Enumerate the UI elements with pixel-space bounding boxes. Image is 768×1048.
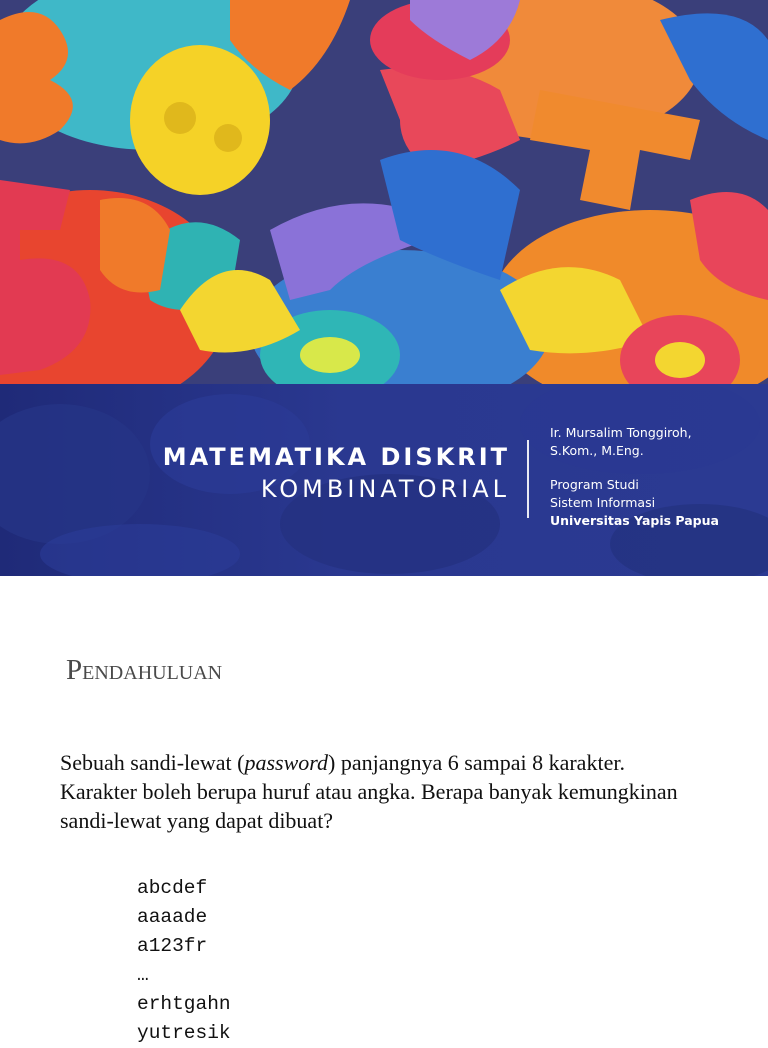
paragraph-text-end: ) panjangnya 6 sampai 8 karakter. Karakter boleh berupa huruf atau angka. Berapa banyak kemungkinan sandi-lewat yang dapat dibuat? — [60, 750, 678, 833]
password-example: yutresik — [137, 1022, 231, 1044]
password-example: a123fr — [137, 935, 208, 957]
heading-rest: endahuluan — [82, 654, 223, 686]
author-info — [550, 424, 760, 530]
title-block — [163, 442, 510, 504]
question-paragraph — [60, 748, 700, 835]
university-name: Universitas Yapis Papua — [550, 513, 719, 528]
program-name: Sistem Informasi — [550, 495, 656, 510]
paragraph-italic-term: password — [244, 750, 329, 775]
paragraph-text-start: Sebuah sandi-lewat ( — [60, 750, 245, 775]
slide-title: MATEMATIKA DISKRIT — [162, 443, 510, 471]
password-example-ellipsis: … — [137, 964, 149, 986]
program-label: Program Studi — [550, 477, 639, 492]
foam-letters-photo — [0, 0, 768, 384]
section-heading — [66, 652, 222, 688]
title-band — [0, 384, 768, 576]
password-example: abcdef — [137, 877, 208, 899]
password-example: aaaade — [137, 906, 208, 928]
password-examples — [137, 874, 231, 1048]
heading-initial: P — [66, 654, 83, 686]
password-example: erhtgahn — [137, 993, 231, 1015]
foam-letters-illustration — [0, 0, 768, 384]
content-slide — [0, 576, 768, 1044]
title-divider — [527, 440, 529, 518]
author-name: Ir. Mursalim Tonggiroh, — [550, 425, 692, 440]
slide-subtitle: KOMBINATORIAL — [260, 475, 510, 503]
author-degree: S.Kom., M.Eng. — [550, 443, 644, 458]
